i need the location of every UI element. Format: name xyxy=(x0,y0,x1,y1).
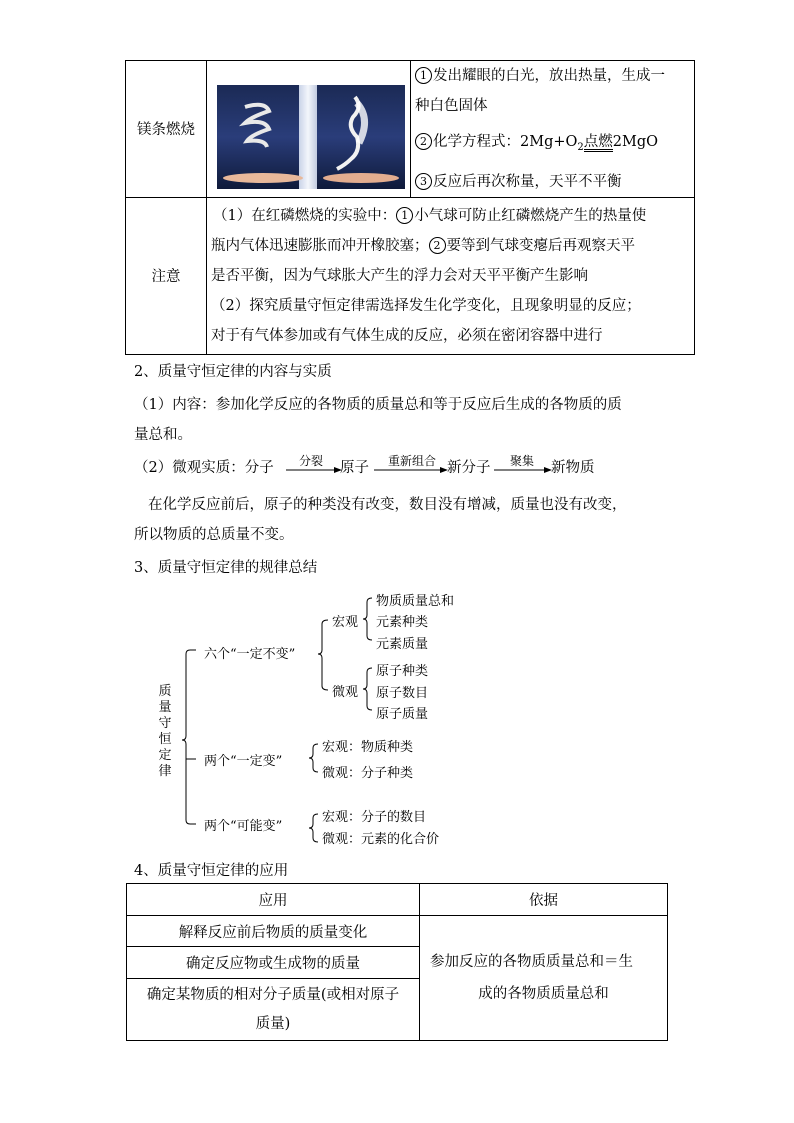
section4-heading: 4、质量守恒定律的应用 xyxy=(134,863,289,879)
col-header-application: 应用 xyxy=(127,884,420,916)
application-table xyxy=(126,883,668,1041)
micro-essence-line: （2）微观实质：分子 分裂 原子 重新组合 新分子 聚集 新物质 xyxy=(134,454,595,476)
branch-unchanged: 六个“一定不变” xyxy=(204,647,296,662)
condition-ignite: 点燃 xyxy=(583,134,613,150)
branch-changed: 两个“一定变” xyxy=(204,754,283,769)
table-row: 确定反应物或生成物的质量 xyxy=(127,947,420,979)
section2-content: （1）内容：参加化学反应的各物质的质量总和等于反应后生成的各物质的质 量总和。 xyxy=(134,397,622,443)
circled-1-icon: 1 xyxy=(415,67,432,84)
row-label-note: 注意 xyxy=(126,197,207,354)
note-cell: （1）在红磷燃烧的实验中： 1 小气球可防止红磷燃烧产生的热量使 瓶内气体迅速膨胀而冲开橡胶塞； 2 要等到气球变瘪后再观察天平 是否平衡，因为气球胀大产生的浮力会对天平平衡产生影响 （2）探究质量守恒定律需选择发生化学变化，且现象明显的反应； 对于有气体参加或有气体生成的反应，必须在密闭容器中进行 xyxy=(207,197,695,354)
circled-2-icon: 2 xyxy=(415,133,432,150)
col-header-basis: 依据 xyxy=(420,884,668,916)
row-label-magnesium: 镁条燃烧 xyxy=(126,61,207,198)
tree-root: 质 量 守 恒 定 律 xyxy=(158,684,172,779)
section2-heading: 2、质量守恒定律的内容与实质 xyxy=(134,364,332,380)
circled-2-icon: 2 xyxy=(429,237,446,254)
circled-1-icon: 1 xyxy=(396,207,413,224)
branch-may-change: 两个“可能变” xyxy=(204,819,283,834)
table-row: 确定某物质的相对分子质量(或相对原子 质量) xyxy=(127,979,420,1041)
chemical-equation: 2 化学方程式：$2Mg+O_2$点燃2MgO xyxy=(415,127,694,163)
basis-cell: 参加反应的各物质质量总和＝生 成的各物质质量总和 xyxy=(420,916,668,1041)
circled-3-icon: 3 xyxy=(415,173,432,190)
macro-label: 宏观 xyxy=(332,615,359,630)
table-row: 解释反应前后物质的质量变化 xyxy=(127,916,420,947)
micro-label: 微观 xyxy=(332,685,359,700)
law-summary-tree: 质 量 守 恒 定 律 六个“一定不变” 宏观 物质质量总和 元素种类 元素质量 微观 原子种类 原子数目 原子质量 两个“一定变” 宏观：物质种类 微观：分子种类 两个“可能变” 宏观：分子的数目 微观：元素的化合价 xyxy=(0,0,794,860)
section3-heading: 3、质量守恒定律的规律总结 xyxy=(134,560,318,576)
section2-paragraph: 在化学反应前后，原子的种类没有改变，数目没有增减，质量也没有改变， 所以物质的总质量不变。 xyxy=(134,497,627,543)
magnesium-observations: 1 发出耀眼的白光，放出热量，生成一 种白色固体 2 化学方程式：$2Mg+O_2$点燃2MgO 3 反应后再次称量，天平不平衡 xyxy=(411,61,695,198)
